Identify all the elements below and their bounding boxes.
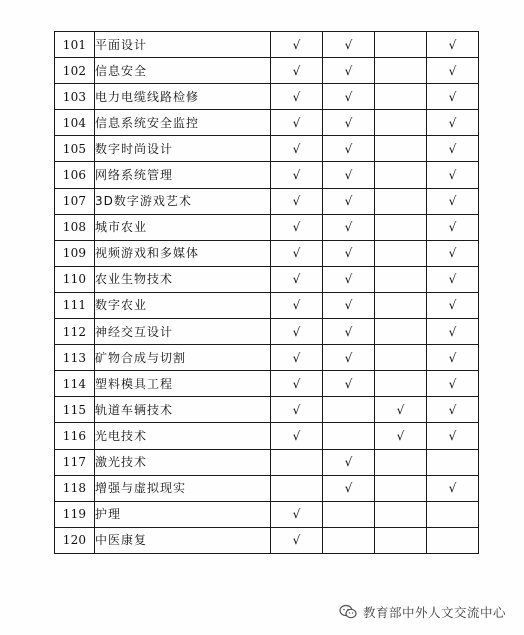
check-cell [375, 214, 427, 240]
check-cell: √ [427, 397, 479, 423]
check-cell: √ [323, 162, 375, 188]
watermark-text: 教育部中外人文交流中心 [362, 605, 506, 620]
wechat-icon [339, 604, 357, 620]
table-row [55, 423, 479, 449]
check-cell: √ [427, 292, 479, 318]
check-cell: √ [427, 345, 479, 371]
row-number: 103 [55, 84, 95, 110]
major-name: 数字农业 [95, 292, 271, 318]
check-cell: √ [271, 423, 323, 449]
check-cell: √ [323, 84, 375, 110]
row-number: 109 [55, 240, 95, 266]
check-cell [323, 423, 375, 449]
check-cell [375, 110, 427, 136]
table-row [55, 501, 479, 527]
major-name: 神经交互设计 [95, 319, 271, 345]
check-cell: √ [271, 32, 323, 58]
check-cell: √ [427, 32, 479, 58]
row-number: 111 [55, 292, 95, 318]
check-cell: √ [271, 84, 323, 110]
check-cell: √ [427, 84, 479, 110]
row-number: 104 [55, 110, 95, 136]
major-name: 光电技术 [95, 423, 271, 449]
check-cell: √ [427, 136, 479, 162]
check-cell: √ [271, 214, 323, 240]
check-cell: √ [375, 397, 427, 423]
check-cell [375, 475, 427, 501]
row-number: 114 [55, 371, 95, 397]
check-cell: √ [323, 32, 375, 58]
check-cell: √ [271, 110, 323, 136]
major-name: 中医康复 [95, 527, 271, 553]
check-cell: √ [427, 371, 479, 397]
table-row [55, 136, 479, 162]
table-row [55, 214, 479, 240]
table-row [55, 475, 479, 501]
check-cell [375, 162, 427, 188]
table-row [55, 449, 479, 475]
check-cell [375, 84, 427, 110]
major-name: 网络系统管理 [95, 162, 271, 188]
check-cell: √ [323, 371, 375, 397]
check-cell [375, 58, 427, 84]
table-row [55, 371, 479, 397]
check-cell [375, 345, 427, 371]
majors-table [54, 31, 479, 554]
check-cell: √ [427, 58, 479, 84]
check-cell: √ [271, 162, 323, 188]
check-cell: √ [323, 449, 375, 475]
table-row [55, 397, 479, 423]
check-cell [323, 501, 375, 527]
check-cell: √ [323, 214, 375, 240]
check-cell: √ [271, 266, 323, 292]
check-cell [375, 501, 427, 527]
check-cell [271, 449, 323, 475]
check-cell: √ [427, 214, 479, 240]
row-number: 113 [55, 345, 95, 371]
check-cell: √ [323, 475, 375, 501]
major-name: 信息安全 [95, 58, 271, 84]
row-number: 107 [55, 188, 95, 214]
check-cell: √ [271, 527, 323, 553]
check-cell: √ [323, 136, 375, 162]
check-cell [271, 475, 323, 501]
check-cell: √ [323, 58, 375, 84]
check-cell [375, 266, 427, 292]
row-number: 117 [55, 449, 95, 475]
table-row [55, 240, 479, 266]
check-cell: √ [427, 240, 479, 266]
major-name: 城市农业 [95, 214, 271, 240]
watermark [339, 603, 506, 621]
check-cell [375, 449, 427, 475]
check-cell: √ [271, 397, 323, 423]
major-name: 视频游戏和多媒体 [95, 240, 271, 266]
check-cell [323, 397, 375, 423]
row-number: 106 [55, 162, 95, 188]
check-cell: √ [323, 110, 375, 136]
row-number: 105 [55, 136, 95, 162]
table-row [55, 58, 479, 84]
row-number: 119 [55, 501, 95, 527]
check-cell [375, 240, 427, 266]
check-cell [323, 527, 375, 553]
check-cell: √ [427, 266, 479, 292]
check-cell: √ [271, 371, 323, 397]
major-name: 数字时尚设计 [95, 136, 271, 162]
major-name: 电力电缆线路检修 [95, 84, 271, 110]
major-name: 矿物合成与切割 [95, 345, 271, 371]
table-row [55, 527, 479, 553]
check-cell: √ [271, 136, 323, 162]
check-cell: √ [323, 266, 375, 292]
table-row [55, 32, 479, 58]
check-cell: √ [271, 58, 323, 84]
check-cell: √ [427, 319, 479, 345]
row-number: 102 [55, 58, 95, 84]
check-cell: √ [323, 319, 375, 345]
check-cell [427, 449, 479, 475]
check-cell: √ [427, 110, 479, 136]
check-cell [375, 371, 427, 397]
check-cell: √ [323, 345, 375, 371]
table-row [55, 188, 479, 214]
row-number: 120 [55, 527, 95, 553]
check-cell: √ [271, 292, 323, 318]
table-row [55, 345, 479, 371]
check-cell: √ [427, 162, 479, 188]
table-row [55, 162, 479, 188]
major-name: 增强与虚拟现实 [95, 475, 271, 501]
check-cell [375, 319, 427, 345]
check-cell [375, 32, 427, 58]
table-row [55, 84, 479, 110]
check-cell: √ [271, 319, 323, 345]
check-cell [427, 501, 479, 527]
major-name: 信息系统安全监控 [95, 110, 271, 136]
row-number: 116 [55, 423, 95, 449]
check-cell [375, 292, 427, 318]
major-name: 塑料模具工程 [95, 371, 271, 397]
check-cell: √ [427, 423, 479, 449]
table-row [55, 319, 479, 345]
table-body [55, 32, 479, 554]
check-cell: √ [271, 345, 323, 371]
row-number: 118 [55, 475, 95, 501]
table-row [55, 110, 479, 136]
row-number: 108 [55, 214, 95, 240]
check-cell [427, 527, 479, 553]
check-cell [375, 188, 427, 214]
check-cell: √ [323, 240, 375, 266]
major-name: 轨道车辆技术 [95, 397, 271, 423]
check-cell: √ [427, 475, 479, 501]
major-name: 激光技术 [95, 449, 271, 475]
check-cell: √ [427, 188, 479, 214]
major-name: 护理 [95, 501, 271, 527]
table-row [55, 292, 479, 318]
major-name: 农业生物技术 [95, 266, 271, 292]
check-cell: √ [271, 188, 323, 214]
check-cell [375, 136, 427, 162]
check-cell: √ [271, 501, 323, 527]
check-cell: √ [323, 292, 375, 318]
table-row [55, 266, 479, 292]
row-number: 115 [55, 397, 95, 423]
check-cell [375, 527, 427, 553]
row-number: 112 [55, 319, 95, 345]
check-cell: √ [323, 188, 375, 214]
major-name: 3D数字游戏艺术 [95, 188, 271, 214]
check-cell: √ [375, 423, 427, 449]
major-name: 平面设计 [95, 32, 271, 58]
check-cell: √ [271, 240, 323, 266]
row-number: 101 [55, 32, 95, 58]
row-number: 110 [55, 266, 95, 292]
